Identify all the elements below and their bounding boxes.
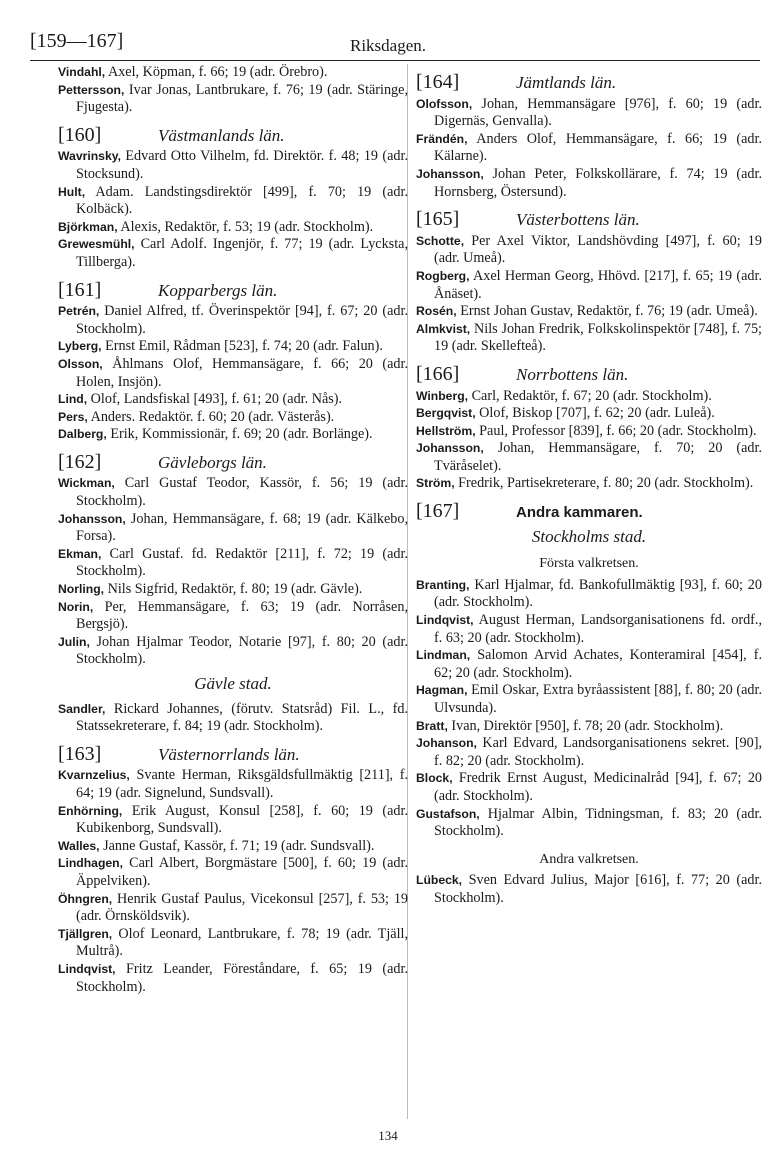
member-entry: [416, 872, 762, 907]
member-details: Axel, Köpman, f. 66; 19 (adr. Örebro).: [107, 64, 328, 80]
member-entry: [58, 356, 408, 391]
section-number: [161]: [58, 278, 102, 301]
section-heading: [58, 278, 408, 301]
member-details: Erik August, Konsul [258], f. 60; 19 (adr. Kubikenborg, Sundsvall).: [76, 802, 409, 837]
member-name: Bergqvist,: [416, 406, 476, 421]
member-entry: [58, 409, 408, 427]
section-title: Andra kammaren.: [516, 504, 643, 522]
member-name: Pers,: [58, 409, 88, 424]
section-number: [163]: [58, 742, 102, 765]
section-title: Kopparbergs län.: [158, 280, 278, 300]
member-details: Carl Albert, Borgmästare [500], f. 60; 19 (adr. Äppelviken).: [76, 855, 408, 889]
member-entry: [416, 682, 762, 717]
member-details: Nils Johan Fredrik, Folkskolinspektör [748], f. 75; 19 (adr. Skellefteå).: [434, 320, 762, 355]
member-entry: [58, 891, 408, 926]
member-name: Lindqvist,: [58, 961, 116, 976]
member-details: Johan Peter, Folkskollärare, f. 74; 19 (adr. Hornsberg, Östersund).: [434, 165, 762, 200]
member-name: Lindman,: [416, 648, 471, 663]
member-details: Johan Hjalmar Teodor, Notarie [97], f. 80; 20 (adr. Stockholm).: [76, 633, 409, 668]
member-entry: [58, 391, 408, 409]
member-name: Ström,: [416, 476, 455, 491]
member-details: Karl Hjalmar, fd. Bankofullmäktig [93], f. 60; 20 (adr. Stockholm).: [434, 576, 762, 611]
member-details: Sven Edvard Julius, Major [616], f. 77; 20 (adr. Stockholm).: [434, 872, 762, 906]
member-entry: [58, 219, 408, 237]
member-entry: [58, 838, 408, 856]
member-entry: [416, 268, 762, 303]
member-details: Ivar Jonas, Lantbrukare, f. 76; 19 (adr. Stäringe, Fjugesta).: [76, 81, 408, 116]
member-details: Emil Oskar, Extra byråassistent [88], f. 80; 20 (adr. Ulvsunda).: [434, 682, 762, 716]
member-details: Olof Leonard, Lantbrukare, f. 78; 19 (adr. Tjäll, Multrå).: [76, 925, 408, 960]
member-name: Hellström,: [416, 423, 476, 438]
member-entry: [58, 855, 408, 890]
member-entry: [58, 803, 408, 838]
member-entry: [58, 701, 408, 736]
member-details: Axel Herman Georg, Hhövd. [217], f. 65; 19 (adr. Ånäset).: [434, 267, 763, 302]
member-details: Nils Sigfrid, Redaktör, f. 80; 19 (adr. Gävle).: [107, 581, 363, 598]
member-details: August Herman, Landsorganisationens fd. ordf., f. 63; 20 (adr. Stockholm).: [434, 612, 762, 646]
member-entry: [58, 148, 408, 183]
member-name: Lübeck,: [416, 873, 463, 888]
section-heading: [416, 500, 762, 523]
member-entry: [58, 926, 408, 961]
member-name: Olsson,: [58, 356, 103, 371]
member-name: Lind,: [58, 392, 88, 407]
section-title: Norrbottens län.: [516, 364, 629, 384]
member-details: Henrik Gustaf Paulus, Vicekonsul [257], f. 53; 19 (adr. Örnsköldsvik).: [76, 890, 409, 925]
member-details: Daniel Alfred, tf. Överinspektör [94], f. 67; 20 (adr. Stockholm).: [76, 303, 409, 337]
member-entry: [416, 388, 762, 406]
member-details: Erik, Kommissionär, f. 69; 20 (adr. Borlänge).: [110, 426, 373, 443]
member-entry: [416, 233, 762, 268]
member-entry: [416, 405, 762, 423]
subsection-title: Gävle stad.: [194, 674, 272, 693]
member-entry: [416, 321, 762, 356]
member-details: Salomon Arvid Achates, Konteramiral [454], f. 62; 20 (adr. Stockholm).: [434, 647, 763, 681]
member-details: Johan, Hemmansägare, f. 70; 20 (adr. Tväråselet).: [434, 440, 763, 474]
section-heading: [416, 71, 762, 93]
member-entry: [416, 475, 762, 493]
district-title: Första valkretsen.: [539, 556, 639, 572]
member-entry: [416, 806, 762, 841]
member-name: Hagman,: [416, 683, 468, 698]
member-name: Grewesmühl,: [58, 237, 135, 252]
member-entry: [416, 303, 762, 321]
section-number: [165]: [416, 208, 460, 231]
member-entry: [58, 64, 408, 82]
member-name: Enhörning,: [58, 803, 123, 818]
member-entry: [58, 511, 408, 546]
member-entry: [416, 770, 762, 805]
member-name: Schotte,: [416, 233, 465, 248]
left-column: [58, 64, 408, 996]
section-title: Västmanlands län.: [158, 125, 285, 145]
section-number: [162]: [58, 450, 102, 473]
section-number: [164]: [416, 71, 460, 93]
member-name: Lindhagen,: [58, 856, 123, 871]
member-entry: [58, 475, 408, 510]
member-entry: [416, 423, 762, 441]
member-name: Johansson,: [58, 511, 126, 526]
member-name: Rosén,: [416, 304, 457, 319]
member-details: Per, Hemmansägare, f. 63; 19 (adr. Norråsen, Bergsjö).: [76, 598, 408, 633]
section-heading: [416, 362, 762, 385]
page-range: [159—167]: [30, 30, 124, 52]
member-entry: [58, 961, 408, 996]
member-name: Björkman,: [58, 219, 118, 234]
member-entry: [416, 718, 762, 736]
member-details: Ernst Emil, Rådman [523], f. 74; 20 (adr. Falun).: [105, 338, 383, 355]
member-details: Ivan, Direktör [950], f. 78; 20 (adr. Stockholm).: [451, 717, 724, 734]
member-name: Vindahl,: [58, 65, 106, 79]
member-entry: [58, 581, 408, 599]
member-name: Öhngren,: [58, 891, 113, 906]
member-details: Rickard Johannes, (förutv. Statsråd) Fil. L., fd. Statssekreterare, f. 84; 19 (adr. Stockholm).: [76, 700, 409, 735]
member-entry: [58, 546, 408, 581]
member-details: Carl Gustaf Teodor, Kassör, f. 56; 19 (adr. Stockholm).: [76, 475, 409, 510]
member-name: Winberg,: [416, 388, 469, 403]
member-details: Olof, Landsfiskal [493], f. 61; 20 (adr. Nås).: [90, 391, 343, 408]
section-title: Västernorrlands län.: [158, 744, 300, 764]
member-name: Wickman,: [58, 476, 115, 491]
member-name: Bratt,: [416, 718, 448, 733]
member-details: Anders. Redaktör. f. 60; 20 (adr. Västerås).: [90, 408, 335, 425]
member-entry: [58, 599, 408, 634]
member-entry: [58, 82, 408, 117]
section-heading: [58, 123, 408, 146]
subsection-title: Stockholms stad.: [531, 526, 647, 546]
member-name: Norin,: [58, 599, 94, 614]
member-name: Olofsson,: [416, 96, 473, 111]
member-name: Tjällgren,: [58, 926, 113, 941]
member-name: Norling,: [58, 582, 105, 597]
member-details: Carl Gustaf. fd. Redaktör [211], f. 72; 19 (adr. Stockholm).: [76, 545, 409, 580]
section-heading: [58, 450, 408, 473]
section-title: Gävleborgs län.: [158, 452, 267, 472]
member-details: Johan, Hemmansägare [976], f. 60; 19 (adr. Digernäs, Genvalla).: [434, 95, 763, 130]
member-name: Kvarnzelius,: [58, 768, 130, 783]
member-name: Dalberg,: [58, 427, 107, 442]
member-entry: [58, 303, 408, 338]
member-entry: [58, 184, 408, 219]
member-name: Johansson,: [416, 441, 484, 456]
section-heading: [416, 208, 762, 231]
member-details: Fredrik, Partisekreterare, f. 80; 20 (adr. Stockholm).: [458, 475, 754, 492]
member-name: Walles,: [58, 838, 100, 853]
section-title: Jämtlands län.: [516, 73, 617, 92]
member-details: Edvard Otto Vilhelm, fd. Direktör. f. 48; 19 (adr. Stocksund).: [76, 148, 408, 182]
member-details: Johan, Hemmansägare, f. 68; 19 (adr. Kälkebo, Forsa).: [76, 510, 409, 545]
member-name: Block,: [416, 771, 453, 786]
page-header: [30, 28, 746, 58]
member-name: Almkvist,: [416, 321, 471, 336]
page-title: Riksdagen.: [349, 36, 427, 55]
member-details: Paul, Professor [839], f. 66; 20 (adr. Stockholm).: [479, 422, 757, 439]
member-entry: [58, 426, 408, 444]
member-name: Lyberg,: [58, 339, 102, 354]
member-entry: [416, 735, 762, 770]
member-details: Fredrik Ernst August, Medicinalråd [94], f. 67; 20 (adr. Stockholm).: [434, 770, 763, 804]
member-details: Olof, Biskop [707], f. 62; 20 (adr. Luleå).: [479, 405, 715, 422]
member-details: Fritz Leander, Föreståndare, f. 65; 19 (adr. Stockholm).: [76, 960, 408, 995]
right-column: [416, 64, 762, 908]
member-name: Pettersson,: [58, 82, 125, 97]
section-number: [166]: [416, 362, 460, 385]
member-entry: [58, 236, 408, 271]
member-name: Gustafson,: [416, 806, 480, 821]
member-entry: [58, 634, 408, 669]
member-name: Lindqvist,: [416, 613, 474, 628]
member-entry: [416, 131, 762, 166]
member-details: Åhlmans Olof, Hemmansägare, f. 66; 20 (adr. Holen, Insjön).: [76, 355, 409, 390]
member-details: Svante Herman, Riksgäldsfullmäktig [211], f. 64; 19 (adr. Signelund, Sundsvall).: [76, 767, 409, 801]
member-entry: [416, 440, 762, 475]
member-name: Branting,: [416, 577, 470, 592]
member-details: Hjalmar Albin, Tidningsman, f. 83; 20 (adr. Stockholm).: [434, 805, 763, 840]
member-name: Frändén,: [416, 131, 468, 146]
district-title: Andra valkretsen.: [539, 851, 639, 867]
page-number: 134: [378, 1128, 398, 1143]
member-entry: [58, 767, 408, 802]
section-heading: [58, 742, 408, 765]
member-details: Alexis, Redaktör, f. 53; 19 (adr. Stockholm).: [120, 218, 374, 235]
member-details: Carl Adolf. Ingenjör, f. 77; 19 (adr. Lycksta, Tillberga).: [76, 236, 408, 270]
member-name: Wavrinsky,: [58, 149, 121, 164]
member-name: Hult,: [58, 184, 86, 199]
section-number: [167]: [416, 500, 460, 523]
member-name: Petrén,: [58, 304, 100, 319]
member-entry: [416, 166, 762, 201]
section-title: Västerbottens län.: [516, 210, 640, 230]
section-number: [160]: [58, 123, 102, 146]
member-entry: [416, 612, 762, 647]
member-details: Janne Gustaf, Kassör, f. 71; 19 (adr. Sundsvall).: [103, 837, 375, 854]
member-details: Carl, Redaktör, f. 67; 20 (adr. Stockholm).: [471, 387, 712, 404]
member-name: Sandler,: [58, 701, 106, 716]
member-details: Ernst Johan Gustav, Redaktör, f. 76; 19 (adr. Umeå).: [460, 303, 758, 320]
member-name: Johanson,: [416, 736, 477, 751]
member-entry: [416, 577, 762, 612]
member-details: Adam. Landstingsdirektör [499], f. 70; 19 (adr. Kolbäck).: [76, 183, 408, 218]
member-details: Anders Olof, Hemmansägare, f. 66; 19 (adr. Kälarne).: [434, 130, 762, 165]
member-name: Rogberg,: [416, 268, 470, 283]
member-details: Per Axel Viktor, Landshövding [497], f. 60; 19 (adr. Umeå).: [434, 232, 762, 267]
member-entry: [416, 96, 762, 131]
member-details: Karl Edvard, Landsorganisationens sekret. [90], f. 82; 20 (adr. Stockholm).: [434, 735, 762, 769]
member-entry: [416, 647, 762, 682]
header-rule: [30, 60, 760, 61]
member-entry: [58, 338, 408, 356]
member-name: Johansson,: [416, 166, 484, 181]
member-name: Ekman,: [58, 546, 102, 561]
member-name: Julin,: [58, 634, 90, 649]
